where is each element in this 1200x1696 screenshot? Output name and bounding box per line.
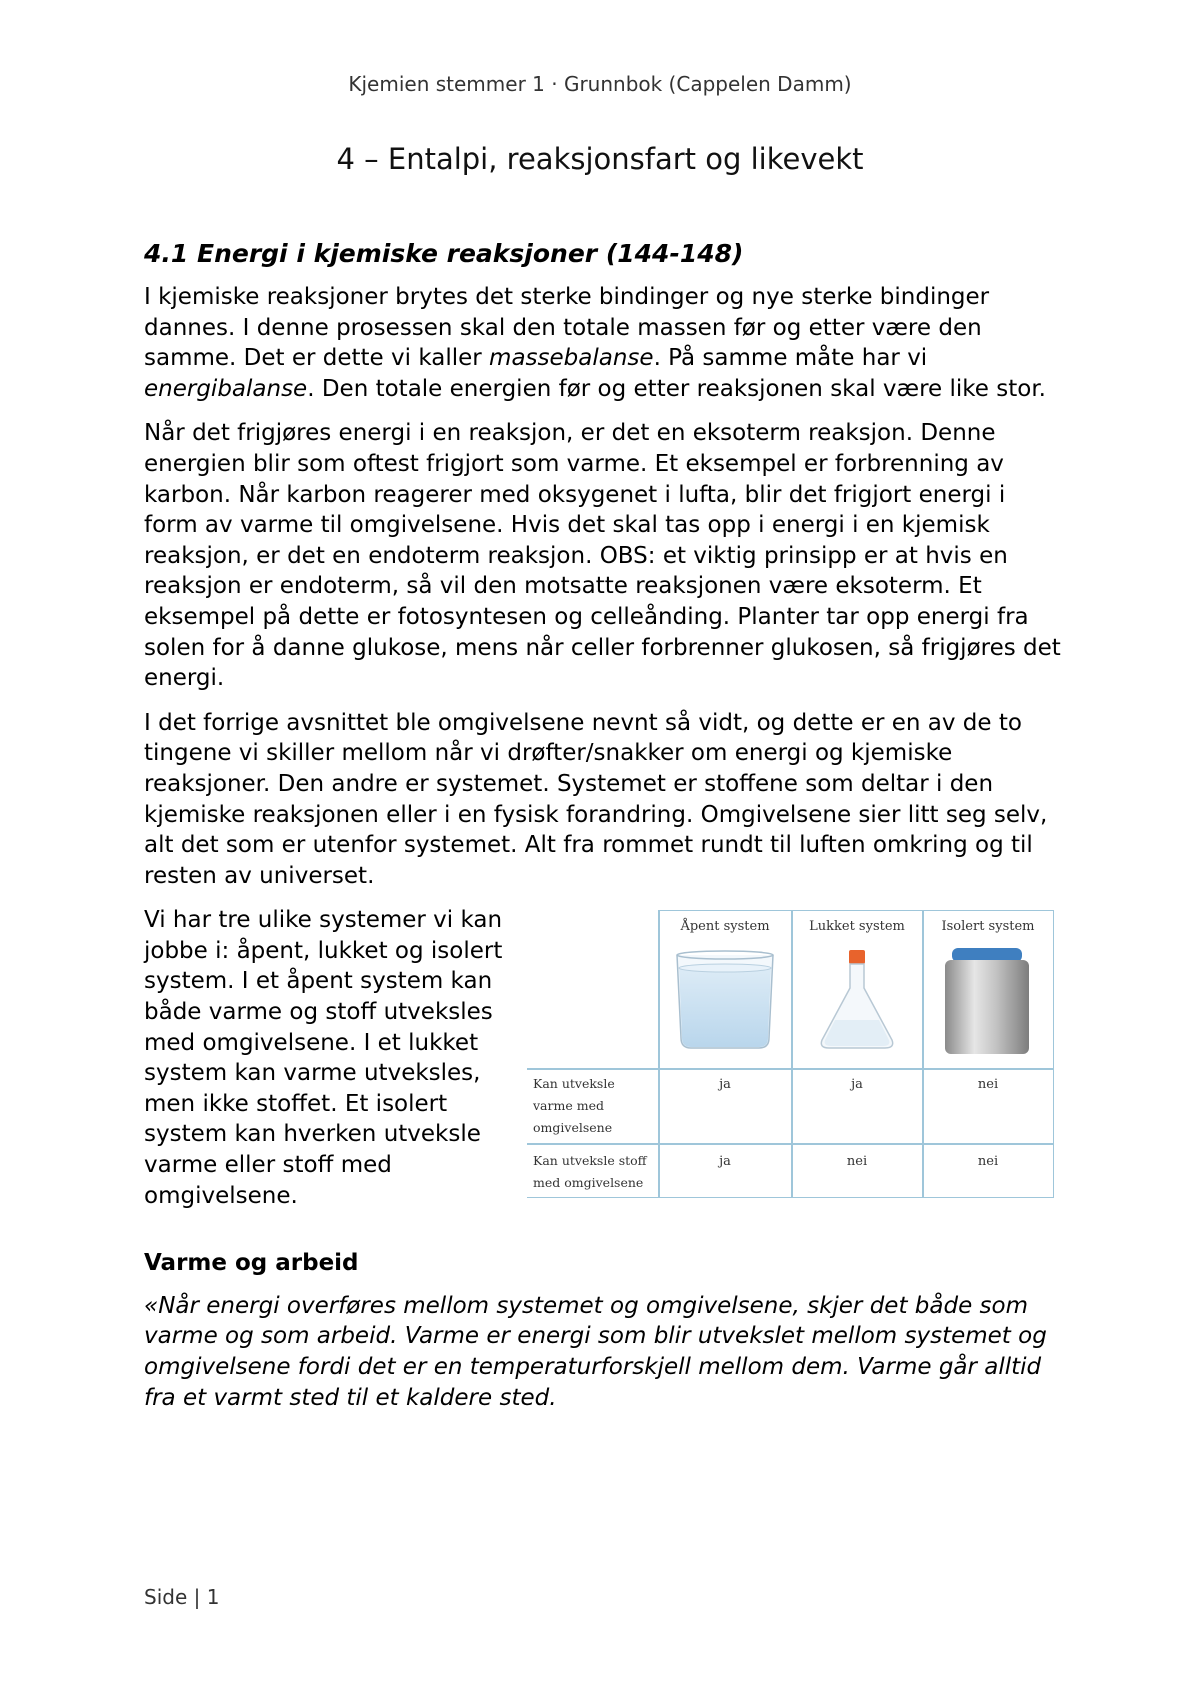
row1-label-line3: omgivelsene bbox=[533, 1120, 613, 1136]
row2-value-closed: nei bbox=[846, 1154, 868, 1170]
paragraph-system-surroundings: I det forrige avsnittet ble omgivelsene nevnt så vidt, og dette er en av de to tingene vi skiller mellom når vi drøfter/snakker om energi og kjemiske reaksjoner. Den andre er systemet. Systemet er stoffene som deltar i den kjemiske reaksjonen eller i en fysisk forandring. Omgivelsene sier litt seg selv, alt det som er utenfor systemet. Alt fra rommet rundt til luften omkring og til resten av universet. bbox=[144, 709, 1048, 889]
row2-label-line2: med omgivelsene bbox=[533, 1175, 644, 1191]
subheading-heat-work: Varme og arbeid bbox=[144, 1250, 359, 1277]
paragraph-text: I kjemiske reaksjoner brytes det sterke bindinger og nye sterke bindinger dannes. I denne prosessen skal den totale massen før og etter være den samme. Det er dette vi kaller bbox=[144, 284, 990, 372]
canister-icon bbox=[945, 948, 1029, 1054]
paragraph-mass-balance bbox=[144, 282, 1064, 404]
row1-value-open: ja bbox=[719, 1077, 731, 1093]
col-header-open: Åpent system bbox=[680, 919, 770, 935]
paragraph-text: . På samme måte har vi bbox=[653, 345, 928, 372]
page-number: Side | 1 bbox=[144, 1585, 220, 1609]
row2-value-isolated: nei bbox=[977, 1154, 999, 1170]
running-header: Kjemien stemmer 1 · Grunnbok (Cappelen Damm) bbox=[348, 72, 852, 96]
col-header-isolated: Isolert system bbox=[941, 919, 1035, 935]
figure-section bbox=[144, 905, 1064, 1240]
term-massebalanse: massebalanse bbox=[489, 345, 654, 372]
row1-label-line2: varme med bbox=[533, 1098, 604, 1114]
row1-label-line1: Kan utveksle bbox=[533, 1076, 615, 1092]
row2-label-line1: Kan utveksle stoff bbox=[533, 1153, 647, 1169]
section-heading: 4.1 Energi i kjemiske reaksjoner (144-148) bbox=[144, 239, 744, 268]
row1-value-isolated: nei bbox=[977, 1077, 999, 1093]
col-header-closed: Lukket system bbox=[809, 919, 905, 935]
paragraph-exo-endo: Når det frigjøres energi i en reaksjon, er det en eksoterm reaksjon. Denne energien blir som oftest frigjort som varme. Et eksempel er forbrenning av karbon. Når karbon reagerer med oksygenet i lufta, blir det frigjort energi i form av varme til omgivelsene. Hvis det skal tas opp i energi i en kjemisk reaksjon, er det en endoterm reaksjon. OBS: et viktig prinsipp er at hvis en reaksjon er endoterm, så vil den motsatte reaksjonen være eksoterm. Et eksempel på dette er fotosyntesen og celleånding. Planter tar opp energi fra solen for å danne glukose, mens når celler forbrenner glukosen, så frigjøres det energi. bbox=[144, 420, 1061, 692]
row2-value-open: ja bbox=[719, 1154, 731, 1170]
chapter-title: 4 – Entalpi, reaksjonsfart og likevekt bbox=[336, 142, 864, 176]
system-types-figure bbox=[527, 910, 1054, 1198]
beaker-icon bbox=[677, 951, 773, 1048]
main-content bbox=[144, 238, 1064, 1427]
paragraph-text: . Den totale energien før og etter reaksjonen skal være like stor. bbox=[307, 375, 1046, 402]
row1-value-closed: ja bbox=[851, 1077, 863, 1093]
flask-icon bbox=[821, 950, 892, 1048]
system-table-svg bbox=[527, 910, 1054, 1198]
term-energibalanse: energibalanse bbox=[144, 375, 308, 402]
quote-paragraph: «Når energi overføres mellom systemet og omgivelsene, skjer det både som varme og som arbeid. Varme er energi som blir utvekslet mellom systemet og omgivelsene fordi det er en temperaturforskjell mellom dem. Varme går alltid fra et varmt sted til et kaldere sted. bbox=[144, 1292, 1047, 1411]
paragraph-system-types: Vi har tre ulike systemer vi kan jobbe i: åpent, lukket og isolert system. I et åpent system kan både varme og stoff utveksles med omgivelsene. I et lukket system kan varme utveksles, men ikke stoffet. Et isolert system kan hverken utveksle varme eller stoff med omgivelsene. bbox=[144, 907, 503, 1209]
